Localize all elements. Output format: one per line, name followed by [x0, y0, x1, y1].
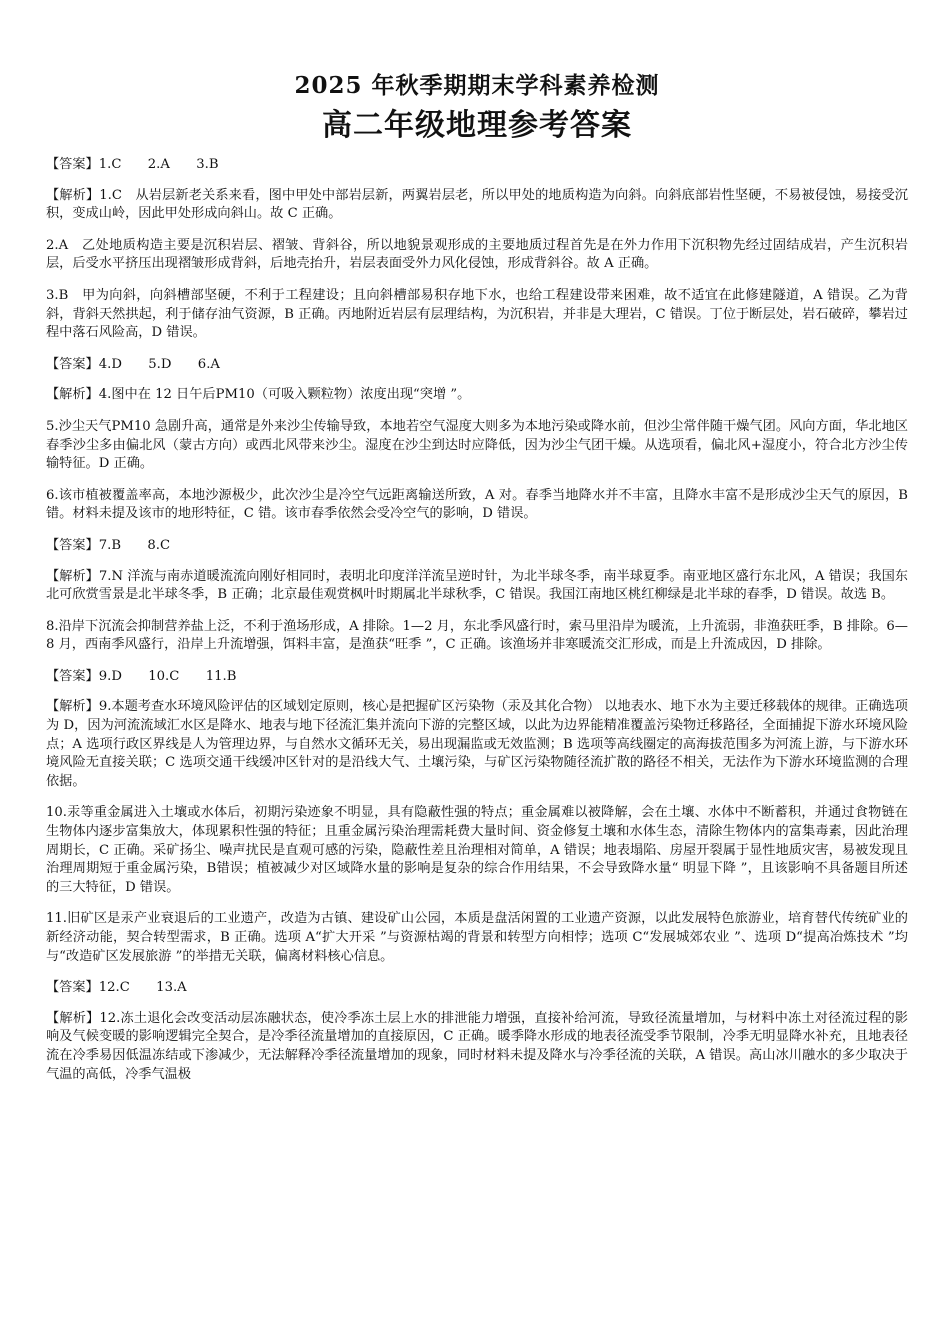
explanation-paragraph: 11.旧矿区是汞产业衰退后的工业遗产，改造为古镇、建设矿山公园，本质是盘活闲置的工业遗产资源，以此发展特色旅游业，培育替代传统矿业的新经济动能，契合转型需求，B 正确。选项 A“扩大开采 ”与资源枯竭的背景和转型方向相悖；选项 C“发展城郊农业 ”、选项 D“提高冶炼技术 ”均与“改造矿区发展旅游 ”的举措无关联，偏离材料核心信息。 [46, 911, 908, 964]
answer-content [46, 156, 908, 1084]
answer-line: 【答案】7.B 8.C [46, 537, 171, 553]
explanation-paragraph: 6.该市植被覆盖率高，本地沙源极少，此次沙尘是冷空气远距离输送所致，A 对。春季当地降水并不丰富，且降水丰富不是形成沙尘天气的原因，B 错。材料未提及该市的地形特征，C 错。该市春季依然会受冷空气的影响，D 错误。 [46, 487, 908, 522]
answer-line: 【答案】1.C 2.A 3.B [46, 157, 219, 172]
answer-line: 【答案】12.C 13.A [46, 980, 187, 996]
explanation-paragraph: 5.沙尘天气PM10 急剧升高，通常是外来沙尘传输导致，本地若空气湿度大则多为本地污染或降水前，但沙尘常伴随干燥气团。风向方面，华北地区春季沙尘多由偏北风（蒙古方向）或西北风带来沙尘。湿度在沙尘到达时应降低，因为沙尘气团干燥。从选项看，偏北风+湿度小，符合北方沙尘传输特征。D 正确。 [46, 418, 908, 472]
explanation-paragraph: 【解析】7.N 洋流与南赤道暖流流向刚好相同时，表明北印度洋洋流呈逆时针，为北半球冬季，南半球夏季。南亚地区盛行东北风，A 错误；我国东北可欣赏雪景是北半球冬季，B 正确；北京最佳观赏枫叶时期属北半球秋季，C 错误。我国江南地区桃红柳绿是北半球的春季，D 错误。故选 B。 [46, 568, 908, 603]
answer-sheet [46, 70, 908, 1097]
answer-line: 【答案】9.D 10.C 11.B [46, 668, 237, 684]
explanation-paragraph: 2.A 乙处地质构造主要是沉积岩层、褶皱、背斜谷，所以地貌景观形成的主要地质过程首先是在外力作用下沉积物先经过固结成岩，产生沉积岩层，后受水平挤压出现褶皱形成背斜，后地壳抬升，岩层表面受外力风化侵蚀，形成背斜谷。故 A 正确。 [46, 237, 908, 272]
exam-subtitle: 2025 年秋季期期末学科素养检测 [294, 72, 660, 99]
answer-line: 【答案】4.D 5.D 6.A [46, 356, 220, 372]
explanation-paragraph: 10.汞等重金属进入土壤或水体后，初期污染迹象不明显，具有隐蔽性强的特点；重金属难以被降解，会在土壤、水体中不断蓄积，并通过食物链在生物体内逐步富集放大，体现累积性强的特征；且重金属污染治理需耗费大量时间、资金修复土壤和水体生态，清除生物体内的富集毒素，因此治理周期长，C 正确。采矿扬尘、噪声扰民是直观可感的污染，隐蔽性差且治理相对简单，A 错误；地表塌陷、房屋开裂属于显性地质灾害，易被发现且治理周期短于重金属污染，B错误；植被减少对区域降水量的影响是复杂的综合作用结果，不会导致降水量“ 明显下降 ”，且该影响不具备题目所述的三大特征，D 错误。 [46, 805, 908, 895]
explanation-paragraph: 【解析】1.C 从岩层新老关系来看，图中甲处中部岩层新，两翼岩层老，所以甲处的地质构造为向斜。向斜底部岩性坚硬，不易被侵蚀，易接受沉积，变成山岭，因此甲处形成向斜山。故 C 正确。 [46, 187, 908, 222]
page-title: 高二年级地理参考答案 [322, 108, 632, 143]
explanation-paragraph: 【解析】12.冻土退化会改变活动层冻融状态，使冷季冻土层上水的排泄能力增强，直接补给河流，导致径流量增加，与材料中冻土对径流过程的影响及气候变暖的影响逻辑完全契合，是冷季径流量增加的直接原因，C 正确。暖季降水形成的地表径流受季节限制，冷季无明显降水补充，且地表径流在冷季易因低温冻结或下渗减少，无法解释冷季径流量增加的现象，同时材料未提及降水与冷季径流的关联，A 错误。高山冰川融水的多少取决于气温的高低，冷季气温极 [46, 1010, 908, 1082]
explanation-paragraph: 8.沿岸下沉流会抑制营养盐上泛，不利于渔场形成，A 排除。1—2 月，东北季风盛行时，索马里沿岸为暖流，上升流弱，非渔获旺季，B 排除。6—8 月，西南季风盛行，沿岸上升流增强，饵料丰富，是渔获“旺季 ”，C 正确。该渔场并非寒暖流交汇形成，而是上升流成因，D 排除。 [46, 618, 908, 653]
explanation-paragraph: 【解析】9.本题考查水环境风险评估的区域划定原则，核心是把握矿区污染物（汞及其化合物） 以地表水、地下水为主要迁移载体的规律。正确选项为 D，因为河流流域汇水区是降水、地表与地下径流汇集并流向下游的完整区域，以此为边界能精准覆盖污染物迁移路径，全面捕捉下游水环境风险点；A 选项行政区界线是人为管理边界，与自然水文循环无关，易出现漏监或无效监测；B 选项等高线圈定的高海拔范围多为河流上游，与下游水环境风险无直接关联；C 选项交通干线缓冲区针对的是沿线大气、土壤污染，与矿区污染物随径流扩散的路径不相关，无法作为下游水环境监测的合理依据。 [46, 699, 908, 789]
explanation-paragraph: 3.B 甲为向斜，向斜槽部坚硬，不利于工程建设；且向斜槽部易积存地下水，也给工程建设带来困难，故不适宜在此修建隧道，A 错误。乙为背斜，背斜天然拱起，利于储存油气资源，B 正确。丙地附近岩层有层理结构，为沉积岩，并非是大理岩，C 错误。丁位于断层处，岩石破碎，攀岩过程中落石风险高，D 错误。 [46, 287, 908, 341]
explanation-paragraph: 【解析】4.图中在 12 日午后PM10（可吸入颗粒物）浓度出现“突增 ”。 [46, 387, 471, 403]
